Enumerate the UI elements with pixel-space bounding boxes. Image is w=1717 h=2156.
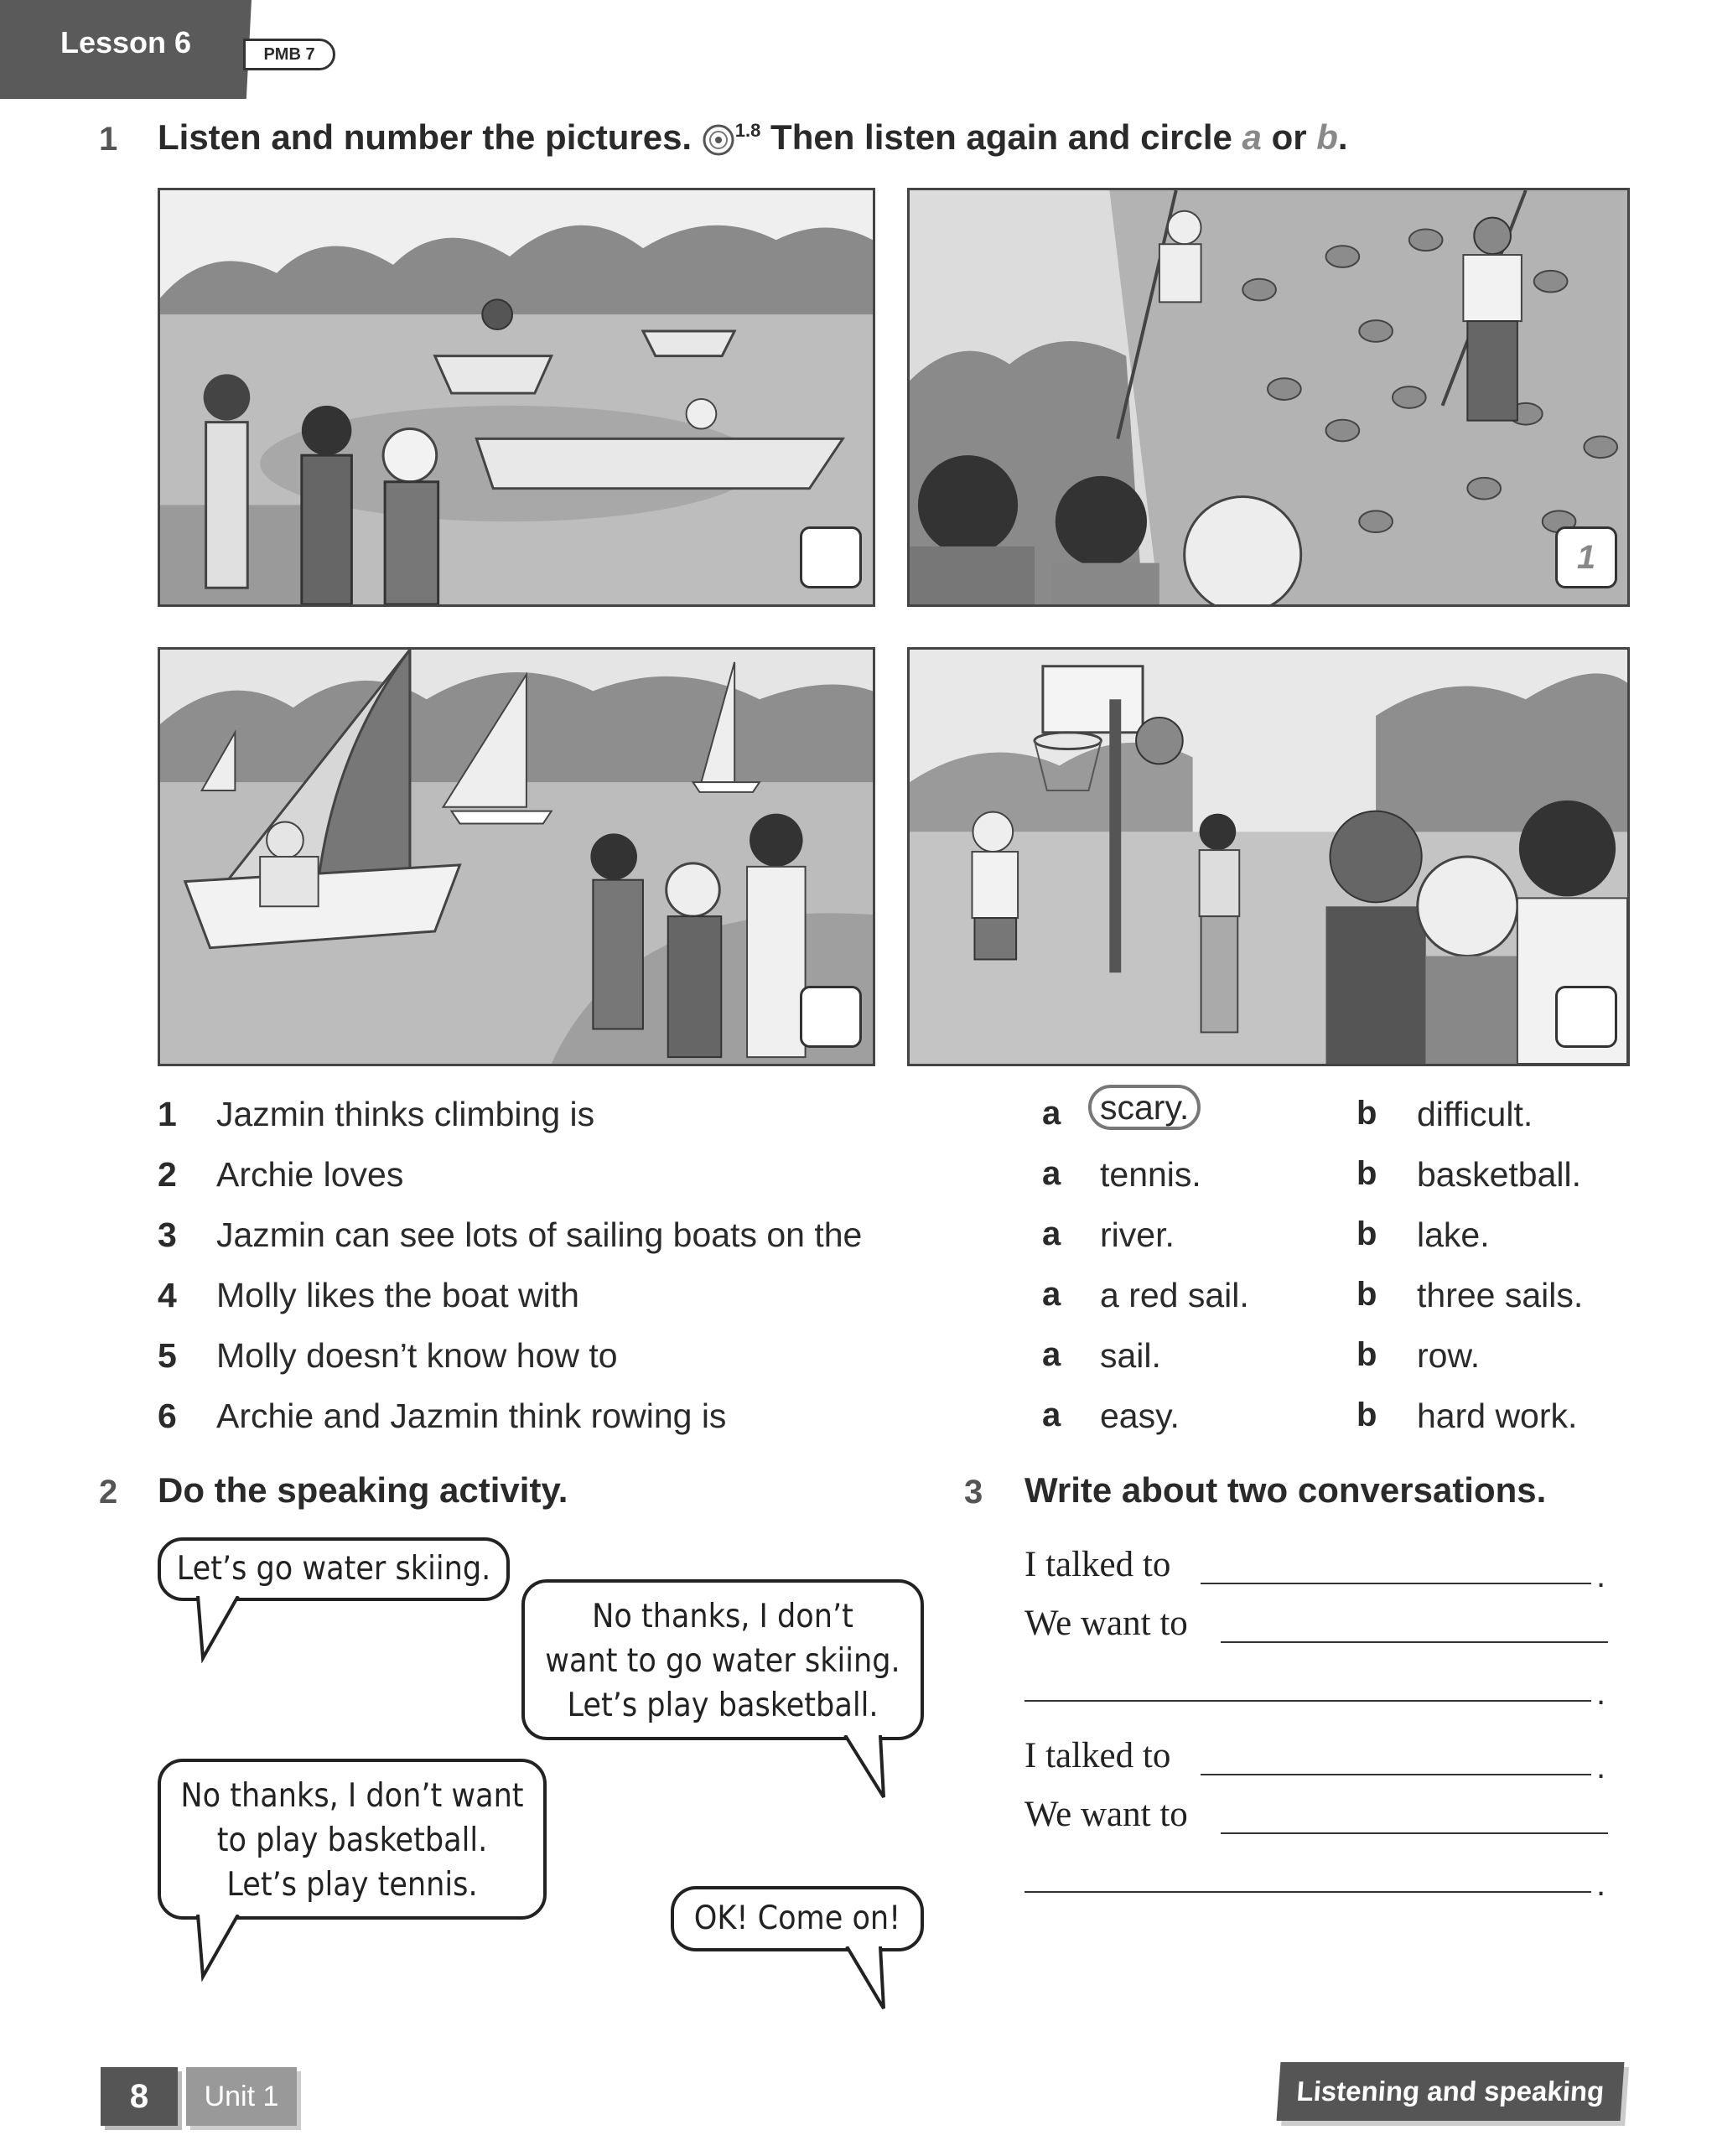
option-b-label: b [1356, 1336, 1377, 1373]
audio-track-number: 1.8 [734, 120, 761, 141]
option-b-label: b [1356, 1155, 1377, 1192]
option-a-answer[interactable]: tennis. [1100, 1155, 1201, 1194]
question-number: 5 [158, 1336, 177, 1375]
talked-to-label: I talked to [1024, 1545, 1171, 1584]
speech-bubble-line: No thanks, I don’t want [180, 1777, 524, 1815]
picture-sailing [158, 647, 875, 1066]
line-period: . [1596, 1675, 1606, 1712]
speech-bubble-2 [521, 1579, 924, 1740]
pmb-badge: PMB 7 [243, 39, 335, 70]
speech-bubble-3 [158, 1759, 547, 1920]
instruction-period: . [1337, 117, 1348, 157]
question-text: Archie and Jazmin think rowing is [216, 1397, 727, 1435]
question-text: Jazmin thinks climbing is [216, 1095, 595, 1133]
instruction-letter-a: a [1242, 117, 1262, 157]
speech-bubble-tail [195, 1915, 245, 1982]
instruction-letter-b: b [1316, 117, 1338, 157]
answer-line[interactable] [1221, 1641, 1608, 1643]
exercise-3-title: Write about two conversations. [1024, 1470, 1547, 1510]
option-a-label: a [1042, 1215, 1061, 1252]
line-period: . [1596, 1557, 1606, 1594]
option-a-label: a [1042, 1397, 1061, 1433]
speech-bubble-line: Let’s play basketball. [567, 1687, 879, 1724]
speech-bubble-line: to play basketball. [216, 1822, 488, 1859]
answer-line[interactable] [1221, 1832, 1608, 1834]
speech-bubble-text: Let’s go water skiing. [176, 1550, 491, 1588]
question-row-1 [158, 1095, 177, 1134]
speech-bubble-tail [842, 1946, 892, 2013]
option-b-answer[interactable]: three sails. [1417, 1276, 1584, 1314]
unit-label: Unit 1 [186, 2067, 297, 2126]
question-number: 3 [158, 1215, 177, 1254]
speech-bubble-text: OK! Come on! [693, 1899, 901, 1937]
question-number: 2 [158, 1155, 177, 1194]
question-text: Jazmin can see lots of sailing boats on the [216, 1215, 863, 1254]
speech-bubble-tail [195, 1596, 245, 1663]
option-a-answer[interactable]: sail. [1100, 1336, 1161, 1375]
option-a-label: a [1042, 1155, 1061, 1192]
line-period: . [1596, 1866, 1606, 1903]
option-a-answer[interactable] [1088, 1088, 1201, 1127]
line-period: . [1596, 1749, 1606, 1785]
exercise-3-number: 3 [964, 1474, 983, 1511]
option-b-label: b [1356, 1276, 1377, 1313]
instruction-part1: Listen and number the pictures. [158, 117, 693, 157]
speech-bubble-tail [840, 1735, 890, 1802]
answer-line[interactable] [1201, 1583, 1591, 1584]
option-a-label: a [1042, 1276, 1061, 1313]
question-text: Archie loves [216, 1155, 404, 1194]
question-number: 4 [158, 1276, 177, 1314]
speech-bubble-line: want to go water skiing. [545, 1642, 900, 1680]
option-a-answer[interactable]: river. [1100, 1215, 1175, 1254]
picture-rowing [158, 188, 875, 607]
option-a-label: a [1042, 1336, 1061, 1373]
question-text: Molly likes the boat with [216, 1276, 579, 1314]
question-number: 1 [158, 1095, 177, 1133]
answer-line[interactable] [1201, 1774, 1591, 1775]
want-to-label: We want to [1024, 1604, 1188, 1643]
speech-bubble-4 [671, 1886, 924, 1951]
answer-line[interactable] [1024, 1891, 1591, 1893]
cd-audio-icon[interactable] [702, 123, 735, 157]
picture-climbing-answer-box[interactable]: 1 [1555, 526, 1617, 588]
circled-answer[interactable]: scary. [1088, 1085, 1201, 1130]
picture-rowing-answer-box[interactable] [800, 526, 862, 588]
picture-climbing [907, 188, 1630, 607]
instruction-part2: Then listen again and circle [770, 117, 1232, 157]
exercise-1-instruction [158, 117, 1348, 158]
option-a-label: a [1042, 1095, 1061, 1132]
talked-to-label: I talked to [1024, 1736, 1171, 1775]
option-b-label: b [1356, 1095, 1377, 1132]
picture-basketball [907, 647, 1630, 1066]
option-b-label: b [1356, 1215, 1377, 1252]
speech-bubble-1 [158, 1537, 510, 1601]
option-b-answer[interactable]: row. [1417, 1336, 1481, 1375]
answer-line[interactable] [1024, 1700, 1591, 1702]
option-b-answer[interactable]: hard work. [1417, 1397, 1578, 1435]
picture-basketball-answer-box[interactable] [1555, 986, 1617, 1048]
speech-bubble-line: No thanks, I don’t [592, 1598, 853, 1635]
exercise-2-number: 2 [99, 1474, 118, 1511]
lesson-label: Lesson 6 [60, 25, 192, 60]
option-a-answer[interactable]: a red sail. [1100, 1276, 1249, 1314]
question-text: Molly doesn’t know how to [216, 1336, 618, 1375]
instruction-or: or [1271, 117, 1307, 157]
question-number: 6 [158, 1397, 177, 1435]
option-b-answer[interactable]: difficult. [1417, 1095, 1533, 1133]
option-b-answer[interactable]: basketball. [1417, 1155, 1582, 1194]
want-to-label: We want to [1024, 1795, 1188, 1834]
skill-label: Listening and speaking [1277, 2062, 1625, 2121]
option-b-label: b [1356, 1397, 1377, 1433]
option-a-answer[interactable]: easy. [1100, 1397, 1180, 1435]
picture-sailing-answer-box[interactable] [800, 986, 862, 1048]
page-number: 8 [101, 2067, 178, 2126]
exercise-2-title: Do the speaking activity. [158, 1470, 568, 1510]
exercise-1-number: 1 [99, 121, 118, 158]
speech-bubble-line: Let’s play tennis. [226, 1866, 478, 1904]
option-b-answer[interactable]: lake. [1417, 1215, 1490, 1254]
